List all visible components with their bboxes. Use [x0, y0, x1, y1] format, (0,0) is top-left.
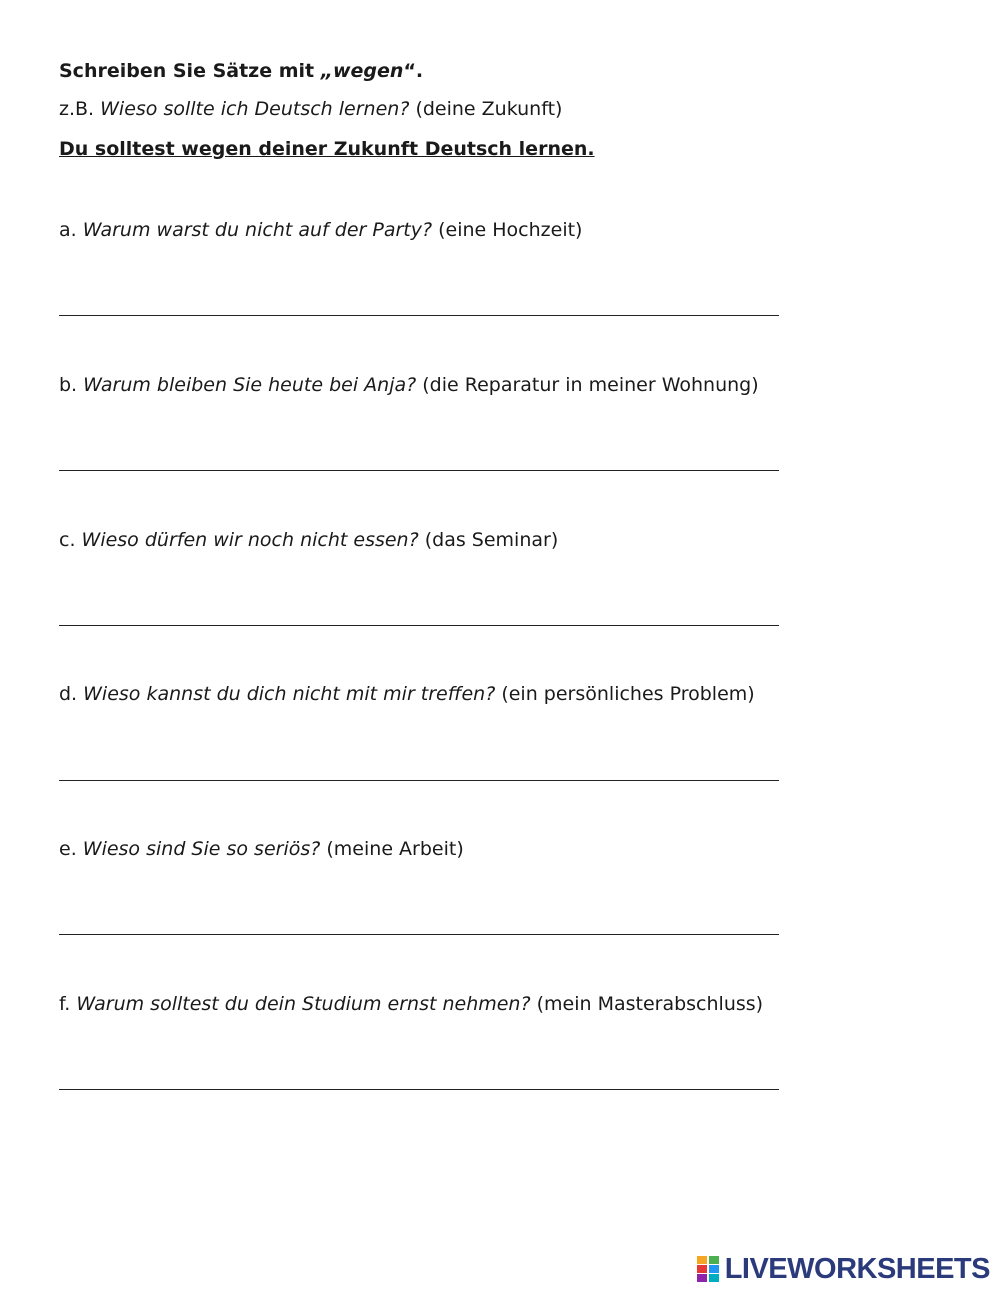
question-hint: (ein persönliches Problem)	[495, 683, 755, 705]
example-answer: Du solltest wegen deiner Zukunft Deutsch lernen.	[59, 138, 595, 160]
answer-line-f[interactable]	[59, 1089, 779, 1090]
answer-line-c[interactable]	[59, 625, 779, 626]
question-text: Wieso kannst du dich nicht mit mir treffen?	[83, 683, 496, 705]
example-hint: (deine Zukunft)	[409, 98, 563, 120]
question-f	[59, 992, 763, 1016]
worksheet-title	[59, 59, 423, 83]
question-label: b.	[59, 374, 84, 396]
question-text: Warum warst du nicht auf der Party?	[82, 219, 433, 241]
question-b	[59, 373, 759, 397]
example-question: Wieso sollte ich Deutsch lernen?	[100, 98, 410, 120]
question-label: d.	[59, 683, 84, 705]
question-e	[59, 837, 464, 861]
title-keyword: „wegen	[320, 60, 404, 82]
question-hint: (mein Masterabschluss)	[530, 993, 764, 1015]
liveworksheets-logo	[697, 1254, 990, 1284]
question-label: a.	[59, 219, 83, 241]
question-hint: (die Reparatur in meiner Wohnung)	[416, 374, 759, 396]
question-label: f.	[59, 993, 77, 1015]
liveworksheets-logo-icon	[697, 1256, 719, 1282]
question-text: Wieso sind Sie so seriös?	[82, 838, 321, 860]
question-hint: (eine Hochzeit)	[432, 219, 583, 241]
question-label: c.	[59, 529, 82, 551]
question-hint: (das Seminar)	[418, 529, 559, 551]
question-d	[59, 682, 755, 706]
answer-line-a[interactable]	[59, 315, 779, 316]
title-suffix: “.	[403, 60, 424, 82]
answer-line-d[interactable]	[59, 780, 779, 781]
example-line	[59, 97, 562, 121]
title-text: Schreiben Sie Sätze mit	[59, 60, 321, 82]
question-text: Wieso dürfen wir noch nicht essen?	[81, 529, 419, 551]
question-hint: (meine Arbeit)	[320, 838, 464, 860]
answer-line-e[interactable]	[59, 934, 779, 935]
answer-line-b[interactable]	[59, 470, 779, 471]
question-text: Warum bleiben Sie heute bei Anja?	[83, 374, 417, 396]
question-text: Warum solltest du dein Studium ernst nehmen?	[76, 993, 531, 1015]
liveworksheets-wordmark: LIVEWORKSHEETS	[724, 1252, 990, 1285]
question-a	[59, 218, 582, 242]
question-label: e.	[59, 838, 83, 860]
example-label: z.B.	[59, 98, 101, 120]
question-c	[59, 528, 558, 552]
